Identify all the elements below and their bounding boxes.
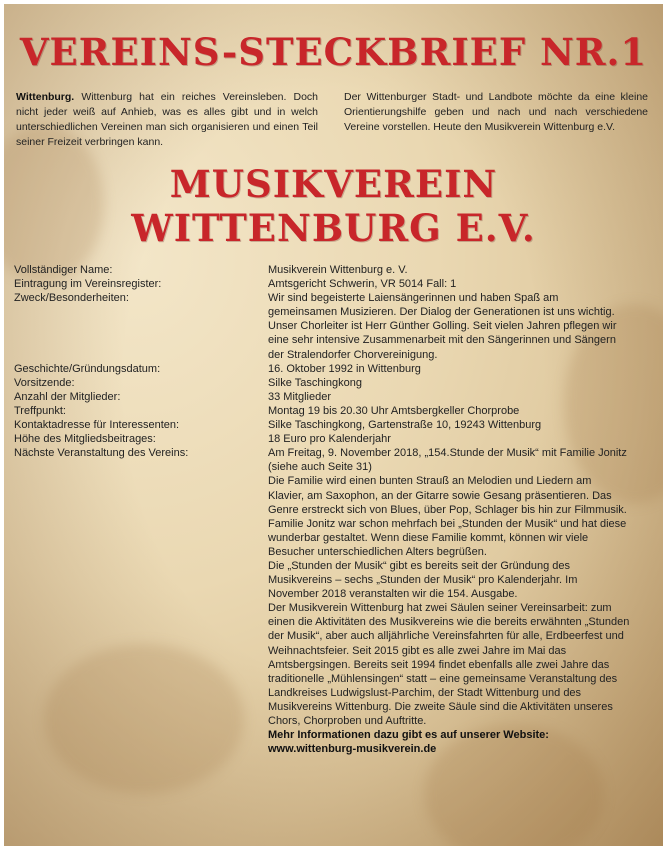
club-heading-line2: WITTENBURG E.V. <box>131 206 536 250</box>
fact-value: 33 Mitglieder <box>268 390 331 403</box>
fact-label: Vollständiger Name: <box>14 264 113 276</box>
fact-value: Wir sind begeisterte Laiensängerinnen und haben Spaß am gemeinsamen Musizieren. Der Dialog der Generationen ist uns wichtig. Unser Chorleiter ist Herr Günther Golling. Seit vielen Jahren pflegen wir eine sehr intensive Zusammenarbeit mit den Sängerinnen und Sängern der Stralendorfer Chorvereinigung. <box>268 292 617 361</box>
fact-label: Kontaktadresse für Interessenten: <box>14 419 180 432</box>
event-paragraph: Die „Stunden der Musik“ gibt es bereits seit der Gründung des Musikvereins – sechs „Stunden der Musik“ pro Kalenderjahr. Im November 2018 veranstalten wir die 154. Ausgabe. <box>268 559 578 601</box>
fact-row <box>14 390 644 404</box>
fact-row <box>14 404 644 418</box>
event-value <box>268 446 630 756</box>
more-info-text: Mehr Informationen dazu gibt es auf unserer Website: <box>268 729 549 742</box>
club-heading-line1: MUSIKVEREIN <box>169 162 498 206</box>
intro-left-text: Wittenburg hat ein reiches Vereinsleben. Doch nicht jeder weiß auf Anhieb, was es alles gibt und in welch unterschiedlichen Vereinen man sich organisieren und einen Teil seiner Freizeit verbringen kann. <box>16 91 318 148</box>
fact-row <box>14 277 644 291</box>
fact-label: Geschichte/Gründungsdatum: <box>14 362 161 375</box>
fact-value: Amtsgericht Schwerin, VR 5014 Fall: 1 <box>268 278 457 291</box>
fact-label: Vorsitzende: <box>14 376 75 389</box>
intro-right: Der Wittenburger Stadt- und Landbote möchte da eine kleine Orientierungshilfe geben und nach und nach verschiedene Vereine vorstellen. Heute den Musikverein Wittenburg e.V. <box>344 91 648 133</box>
event-row <box>14 446 644 756</box>
fact-row <box>14 291 644 361</box>
fact-value: Silke Taschingkong, Gartenstraße 10, 19243 Wittenburg <box>268 419 542 432</box>
intro-lead: Wittenburg. <box>16 91 75 103</box>
fact-label: Anzahl der Mitglieder: <box>14 390 121 403</box>
fact-label: Treffpunkt: <box>14 404 66 417</box>
fact-value: 18 Euro pro Kalenderjahr <box>268 433 391 446</box>
fact-row <box>14 376 644 390</box>
fact-value: Silke Taschingkong <box>268 376 362 389</box>
event-paragraph: Am Freitag, 9. November 2018, „154.Stunde der Musik“ mit Familie Jonitz (siehe auch Seite 31) <box>268 447 627 474</box>
fact-value: Montag 19 bis 20.30 Uhr Amtsbergkeller Chorprobe <box>268 404 520 417</box>
page-title: VEREINS-STECKBRIEF NR.1 <box>19 30 648 74</box>
event-label: Nächste Veranstaltung des Vereins: <box>14 447 189 460</box>
fact-row <box>14 432 644 446</box>
fact-table <box>14 263 644 756</box>
intro-left <box>16 90 318 150</box>
fact-label: Zweck/Besonderheiten: <box>14 292 129 305</box>
website-link[interactable]: www.wittenburg-musikverein.de <box>268 743 437 756</box>
event-paragraph: Familie Jonitz war schon mehrfach bei „Stunden der Musik“ und hat diese wunderbar gestaltet. Wenn diese Familie kommt, können wir viele Besucher unterschiedlichen Alters begrüßen. <box>268 517 627 558</box>
fact-row <box>14 418 644 432</box>
newspaper-page <box>4 4 663 846</box>
fact-label: Eintragung im Vereinsregister: <box>14 278 162 291</box>
event-paragraph: Die Familie wird einen bunten Strauß an Melodien und Liedern am Klavier, am Saxophon, an der Gitarre sowie Gesang präsentieren. Das Genre erstreckt sich von Blues, über Pop, Schlager bis hin zur Filmmusik. <box>268 475 627 516</box>
fact-row <box>14 362 644 376</box>
fact-value: Musikverein Wittenburg e. V. <box>268 264 408 276</box>
fact-value: 16. Oktober 1992 in Wittenburg <box>268 362 421 375</box>
event-paragraph: Der Musikverein Wittenburg hat zwei Säulen seiner Vereinsarbeit: zum einen die Aktivitäten des Musikvereins wie die bereits erwähnten „Stunden der Musik“, aber auch alljährliche Vereinsfahrten für alle, Erdbeerfest und Weihnachtsfeier. Seit 2015 gibt es alle zwei Jahre im Mai das Amtsbergsingen. Bereits seit 1994 findet ebenfalls alle zwei Jahre das traditionelle „Mühlensingen“ statt – eine gemeinsame Veranstaltung des Landkreises Ludwigslust-Parchim, der Stadt Wittenburg und des Musikvereins Wittenburg. Die zweite Säule sind die Aktivitäten unseres Chors, Chorproben und Auftritte. <box>268 602 630 727</box>
fact-row <box>14 263 644 277</box>
fact-label: Höhe des Mitgliedsbeitrages: <box>14 433 156 446</box>
